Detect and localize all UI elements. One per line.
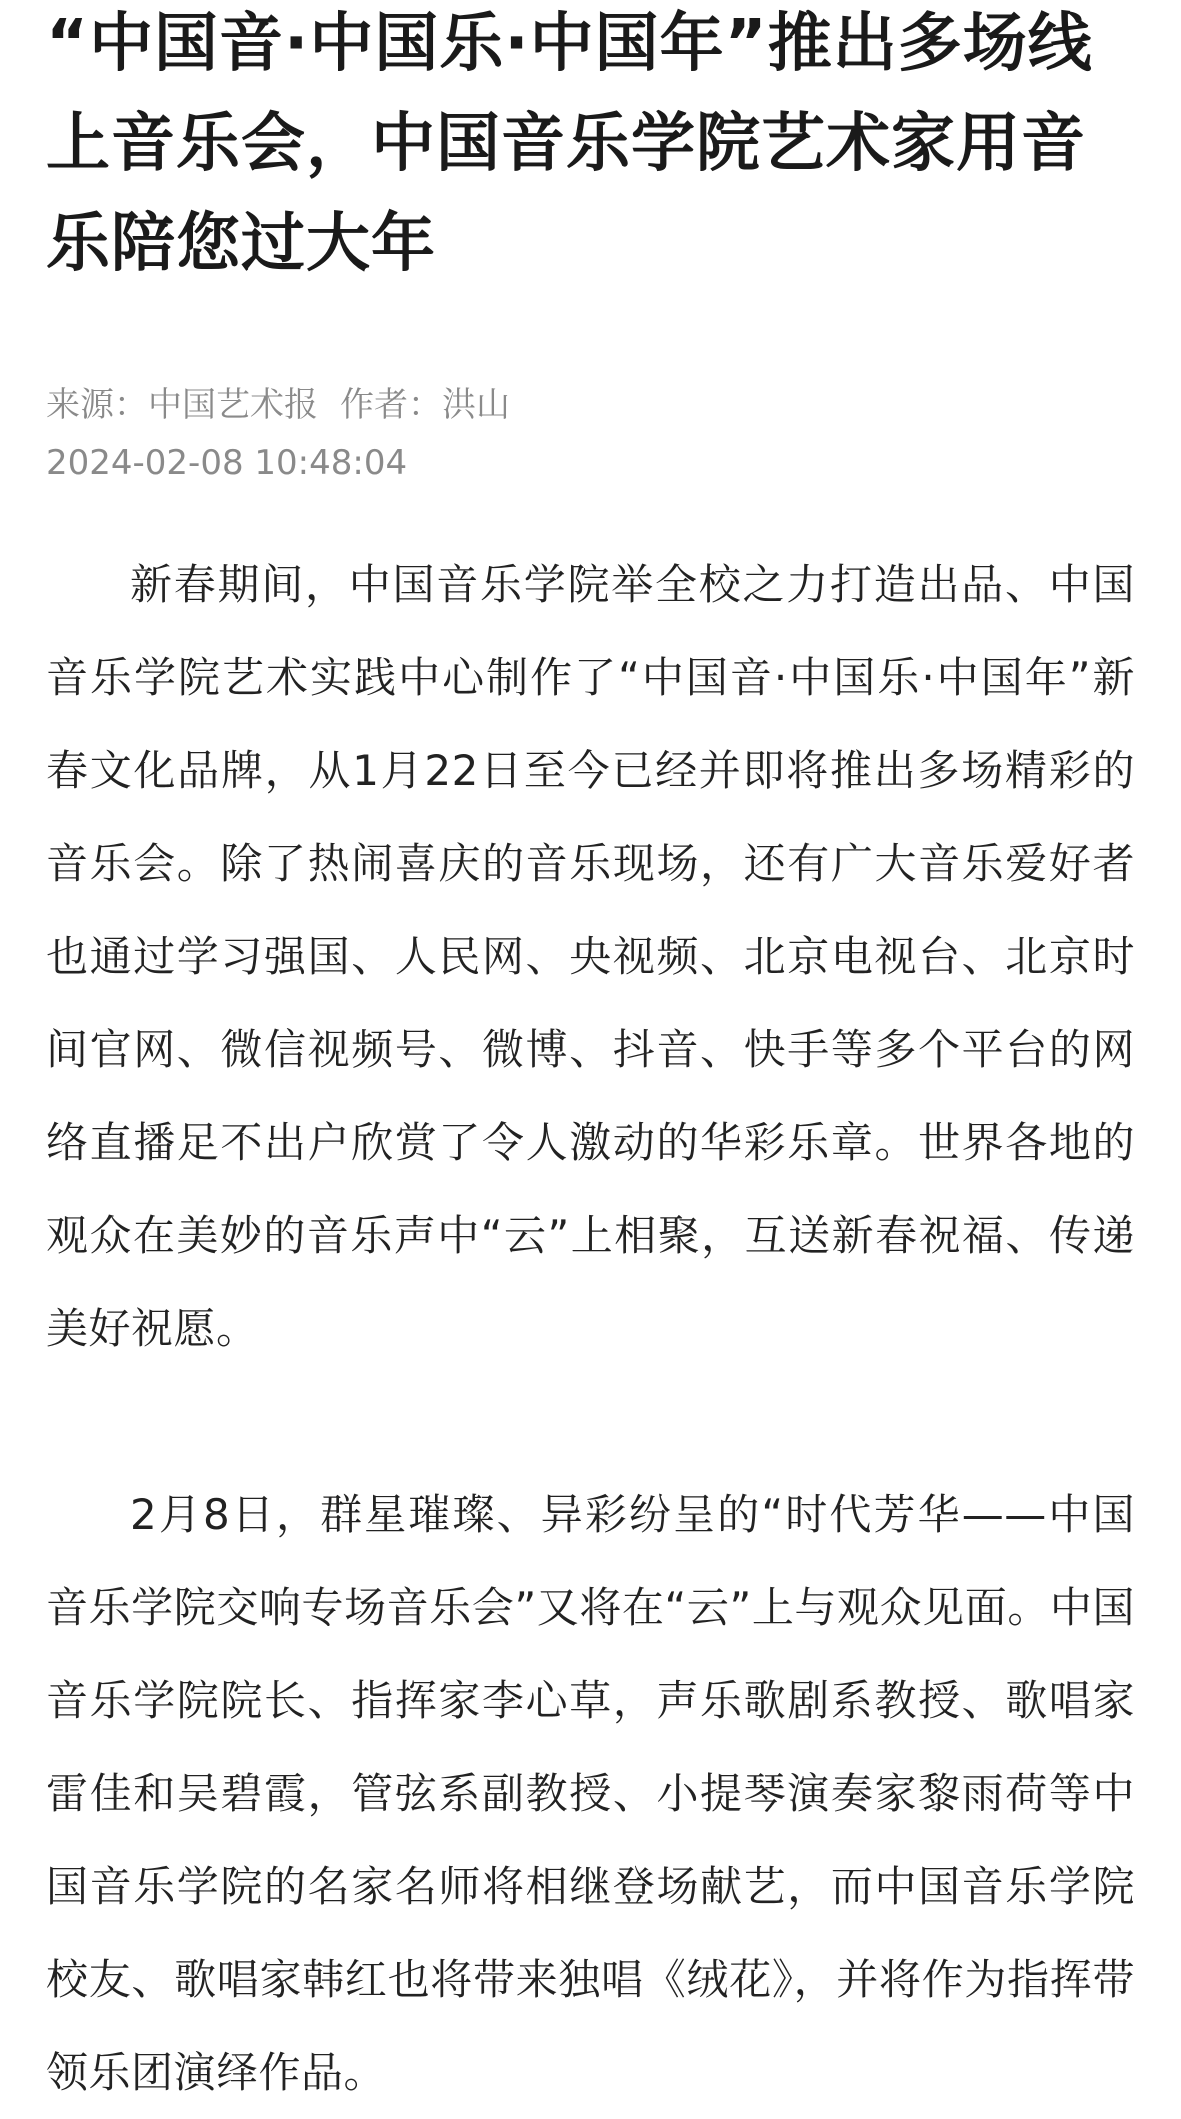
paragraph: 2月8日，群星璀璨、异彩纷呈的“时代芳华——中国音乐学院交响专场音乐会”又将在“云”上与观众见面。中国音乐学院院长、指挥家李心草，声乐歌剧系教授、歌唱家雷佳和吴碧霞，管弦系副教授、小提琴演奏家黎雨荷等中国音乐学院的名家名师将相继登场献艺，而中国音乐学院校友、歌唱家韩红也将带来独唱《绒花》，并将作为指挥带领乐团演绎作品。 bbox=[46, 1490, 1135, 2097]
source-label: 来源： bbox=[46, 385, 148, 425]
author-name: 洪山 bbox=[442, 385, 510, 425]
article-body bbox=[46, 538, 1135, 2119]
source-name: 中国艺术报 bbox=[148, 385, 318, 425]
article-title: “中国音·中国乐·中国年”推出多场线上音乐会，中国音乐学院艺术家用音乐陪您过大年 bbox=[46, 7, 1093, 281]
source-author-line bbox=[46, 376, 1135, 434]
article-meta bbox=[46, 376, 1135, 492]
paragraph: 新春期间，中国音乐学院举全校之力打造出品、中国音乐学院艺术实践中心制作了“中国音·中国乐·中国年”新春文化品牌，从1月22日至今已经并即将推出多场精彩的音乐会。除了热闹喜庆的音乐现场，还有广大音乐爱好者也通过学习强国、人民网、央视频、北京电视台、北京时间官网、微信视频号、微博、抖音、快手等多个平台的网络直播足不出户欣赏了令人激动的华彩乐章。世界各地的观众在美妙的音乐声中“云”上相聚，互送新春祝福、传递美好祝愿。 bbox=[46, 560, 1135, 1353]
author-label: 作者： bbox=[340, 385, 442, 425]
publish-datetime: 2024-02-08 10:48:04 bbox=[46, 443, 408, 483]
